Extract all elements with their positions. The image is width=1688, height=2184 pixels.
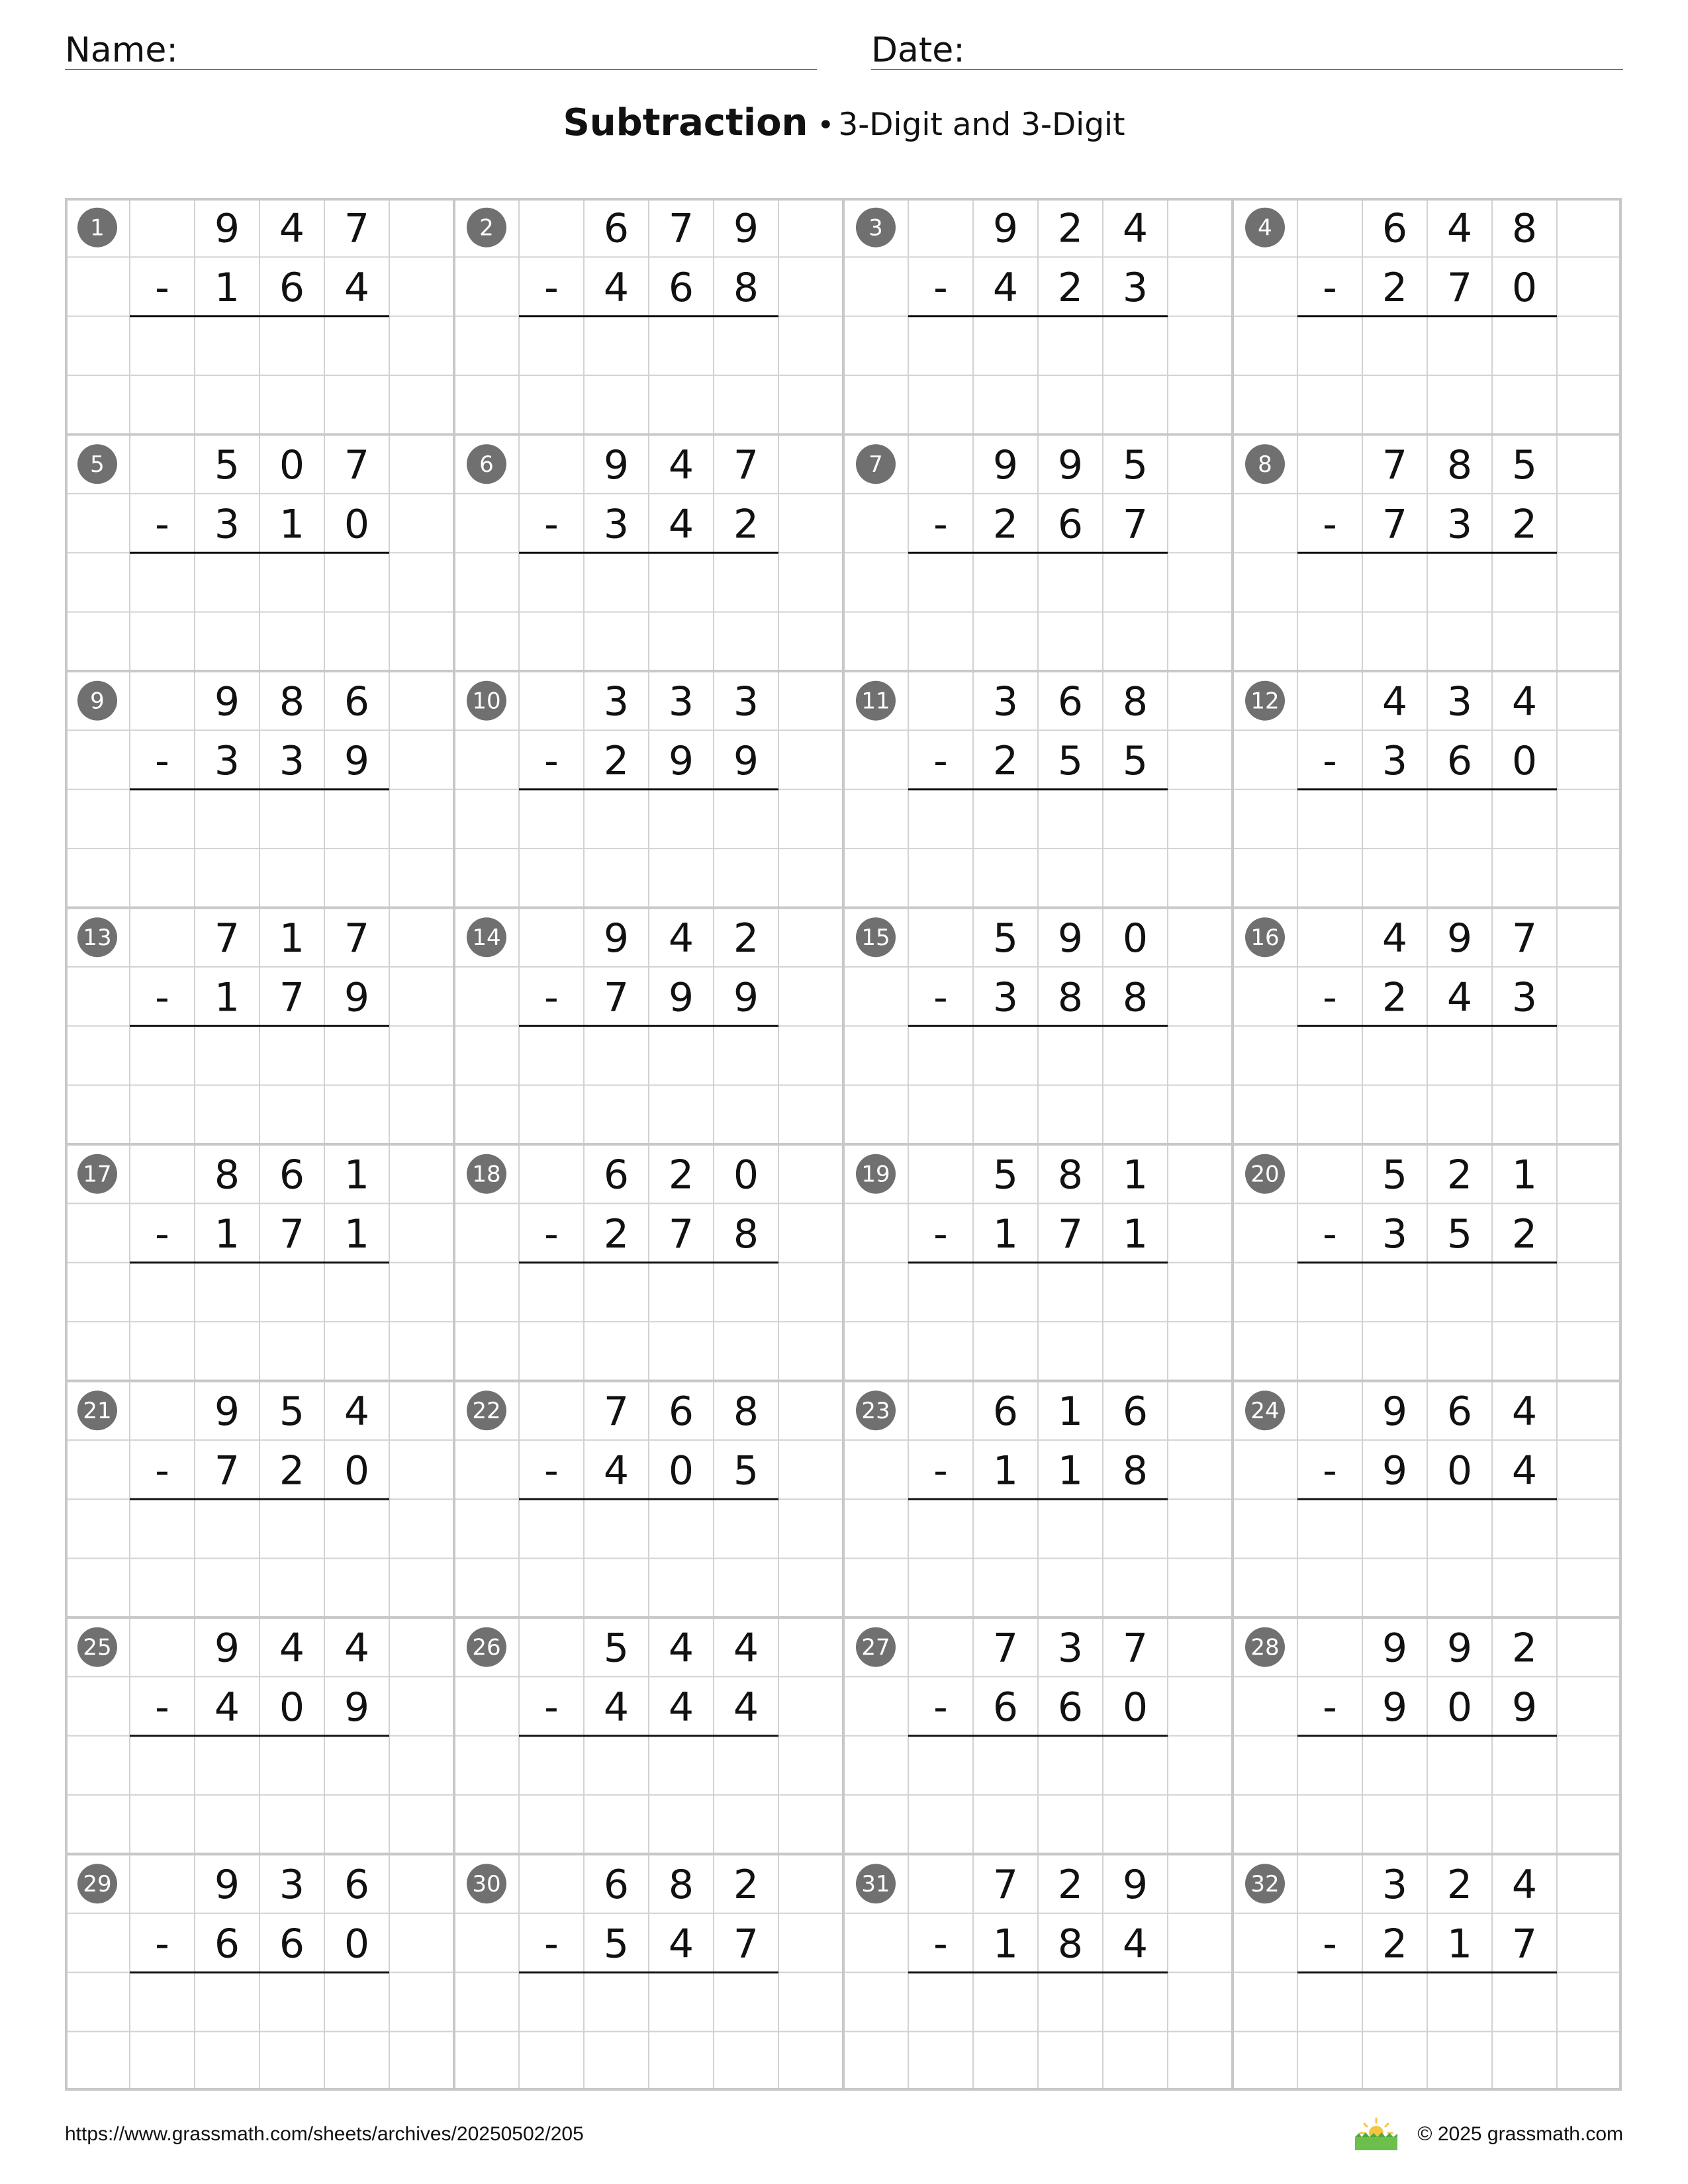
subtrahend-digit: 3	[214, 738, 240, 785]
minuend-digit: 2	[1446, 1152, 1473, 1199]
minuend-digit: 9	[214, 205, 240, 252]
minus-sign: -	[933, 1211, 948, 1258]
worksheet-title	[0, 101, 1688, 144]
grassmath-sun-logo-icon	[1352, 2116, 1400, 2153]
problem-number: 1	[90, 214, 105, 242]
minuend-digit: 6	[1122, 1388, 1149, 1435]
minus-sign: -	[933, 738, 948, 785]
subtrahend-digit: 2	[1511, 1211, 1538, 1258]
subtrahend-digit: 4	[668, 1684, 694, 1731]
problem-number: 5	[90, 451, 105, 478]
name-field[interactable]	[65, 25, 817, 70]
minuend-digit: 2	[1511, 1625, 1538, 1672]
subtrahend-digit: 6	[1446, 738, 1473, 785]
date-field[interactable]	[871, 25, 1623, 70]
subtrahend-digit: 5	[1057, 738, 1084, 785]
problem-grid-svg	[65, 198, 1622, 2091]
minuend-digit: 9	[1382, 1388, 1408, 1435]
subtrahend-digit: 9	[1511, 1684, 1538, 1731]
subtrahend-digit: 0	[1446, 1447, 1473, 1494]
subtrahend-digit: 2	[1382, 974, 1408, 1021]
subtrahend-digit: 0	[1511, 738, 1538, 785]
minus-sign: -	[155, 1447, 169, 1494]
subtrahend-digit: 3	[1446, 501, 1473, 548]
problem-number: 18	[472, 1161, 501, 1188]
minuend-digit: 7	[603, 1388, 630, 1435]
problem-number: 16	[1250, 925, 1280, 952]
subtrahend-digit: 9	[344, 1684, 370, 1731]
minuend-digit: 6	[1057, 678, 1084, 725]
subtrahend-digit: 0	[344, 1447, 370, 1494]
footer-copyright: © 2025 grassmath.com	[1417, 2123, 1623, 2145]
problem-number: 30	[472, 1871, 501, 1898]
minuend-digit: 5	[1382, 1152, 1408, 1199]
minus-sign: -	[933, 265, 948, 312]
minuend-digit: 4	[279, 1625, 305, 1672]
minuend-digit: 9	[1446, 915, 1473, 962]
minuend-digit: 4	[1446, 205, 1473, 252]
problem-number: 29	[83, 1871, 112, 1898]
subtrahend-digit: 8	[733, 1211, 759, 1258]
problem-number: 22	[472, 1398, 501, 1425]
minuend-digit: 4	[733, 1625, 759, 1672]
minuend-digit: 5	[603, 1625, 630, 1672]
minuend-digit: 6	[344, 678, 370, 725]
minus-sign: -	[1323, 501, 1337, 548]
minuend-digit: 7	[1511, 915, 1538, 962]
subtrahend-digit: 1	[214, 974, 240, 1021]
subtrahend-digit: 3	[992, 974, 1019, 1021]
minuend-digit: 4	[279, 205, 305, 252]
problem-number: 27	[861, 1634, 890, 1661]
minuend-digit: 4	[1382, 915, 1408, 962]
subtrahend-digit: 4	[668, 1921, 694, 1968]
subtrahend-digit: 4	[344, 265, 370, 312]
subtrahend-digit: 2	[992, 738, 1019, 785]
minuend-digit: 2	[1057, 205, 1084, 252]
subtrahend-digit: 2	[1057, 265, 1084, 312]
subtrahend-digit: 6	[668, 265, 694, 312]
problem-number: 26	[472, 1634, 501, 1661]
problem-number: 7	[868, 451, 883, 478]
subtrahend-digit: 4	[603, 1447, 630, 1494]
subtrahend-digit: 6	[279, 1921, 305, 1968]
problem-number: 4	[1258, 214, 1272, 242]
subtrahend-digit: 2	[733, 501, 759, 548]
minuend-digit: 4	[668, 442, 694, 489]
minus-sign: -	[933, 1447, 948, 1494]
subtrahend-digit: 1	[1446, 1921, 1473, 1968]
title-subtitle: 3-Digit and 3-Digit	[838, 107, 1125, 143]
minuend-digit: 8	[733, 1388, 759, 1435]
minuend-digit: 6	[992, 1388, 1019, 1435]
subtrahend-digit: 5	[603, 1921, 630, 1968]
minuend-digit: 3	[279, 1862, 305, 1909]
subtrahend-digit: 2	[992, 501, 1019, 548]
minuend-digit: 2	[1446, 1862, 1473, 1909]
problem-number: 8	[1258, 451, 1272, 478]
problem-number: 20	[1250, 1161, 1280, 1188]
minus-sign: -	[155, 1211, 169, 1258]
problem-grid	[65, 198, 1622, 2091]
subtrahend-digit: 9	[344, 974, 370, 1021]
problem-number: 23	[861, 1398, 890, 1425]
minuend-digit: 7	[1122, 1625, 1149, 1672]
problem-number: 12	[1250, 688, 1280, 715]
minuend-digit: 9	[1057, 442, 1084, 489]
problem-number: 9	[90, 688, 105, 715]
subtrahend-digit: 4	[668, 501, 694, 548]
subtrahend-digit: 7	[603, 974, 630, 1021]
minuend-digit: 9	[214, 1388, 240, 1435]
minuend-digit: 9	[992, 205, 1019, 252]
subtrahend-digit: 7	[279, 974, 305, 1021]
problem-number: 24	[1250, 1398, 1280, 1425]
minuend-digit: 4	[668, 915, 694, 962]
subtrahend-digit: 2	[603, 1211, 630, 1258]
minuend-digit: 7	[992, 1862, 1019, 1909]
minuend-digit: 7	[733, 442, 759, 489]
subtrahend-digit: 7	[1122, 501, 1149, 548]
subtrahend-digit: 6	[279, 265, 305, 312]
subtrahend-digit: 9	[1382, 1447, 1408, 1494]
minuend-digit: 9	[992, 442, 1019, 489]
minus-sign: -	[1323, 1684, 1337, 1731]
minus-sign: -	[933, 1684, 948, 1731]
subtrahend-digit: 2	[279, 1447, 305, 1494]
minuend-digit: 6	[603, 1862, 630, 1909]
minuend-digit: 6	[603, 1152, 630, 1199]
minus-sign: -	[155, 501, 169, 548]
title-main: Subtraction	[563, 101, 808, 144]
minus-sign: -	[933, 501, 948, 548]
minuend-digit: 0	[1122, 915, 1149, 962]
subtrahend-digit: 4	[603, 265, 630, 312]
minuend-digit: 4	[344, 1625, 370, 1672]
subtrahend-digit: 4	[1446, 974, 1473, 1021]
minus-sign: -	[1323, 1211, 1337, 1258]
problem-number: 21	[83, 1398, 112, 1425]
subtrahend-digit: 1	[344, 1211, 370, 1258]
minus-sign: -	[1323, 738, 1337, 785]
subtrahend-digit: 1	[992, 1447, 1019, 1494]
subtrahend-digit: 3	[1122, 265, 1149, 312]
subtrahend-digit: 6	[1057, 501, 1084, 548]
minuend-digit: 9	[1382, 1625, 1408, 1672]
subtrahend-digit: 0	[668, 1447, 694, 1494]
subtrahend-digit: 4	[603, 1684, 630, 1731]
minuend-digit: 7	[668, 205, 694, 252]
minuend-digit: 5	[992, 915, 1019, 962]
subtrahend-digit: 2	[1511, 501, 1538, 548]
minuend-digit: 3	[603, 678, 630, 725]
subtrahend-digit: 9	[668, 974, 694, 1021]
subtrahend-digit: 5	[1122, 738, 1149, 785]
minuend-digit: 3	[668, 678, 694, 725]
minus-sign: -	[155, 1684, 169, 1731]
problem-number: 11	[861, 688, 890, 715]
subtrahend-digit: 4	[733, 1684, 759, 1731]
subtrahend-digit: 8	[733, 265, 759, 312]
minuend-digit: 9	[603, 915, 630, 962]
subtrahend-digit: 4	[1122, 1921, 1149, 1968]
minuend-digit: 5	[1511, 442, 1538, 489]
problem-number: 15	[861, 925, 890, 952]
minuend-digit: 0	[279, 442, 305, 489]
minuend-digit: 6	[603, 205, 630, 252]
subtrahend-digit: 0	[279, 1684, 305, 1731]
problem-number: 31	[861, 1871, 890, 1898]
subtrahend-digit: 4	[1511, 1447, 1538, 1494]
minuend-digit: 3	[992, 678, 1019, 725]
minuend-digit: 6	[279, 1152, 305, 1199]
problem-number: 17	[83, 1161, 112, 1188]
problem-number: 32	[1250, 1871, 1280, 1898]
subtrahend-digit: 5	[733, 1447, 759, 1494]
subtrahend-digit: 1	[1122, 1211, 1149, 1258]
minuend-digit: 9	[214, 1625, 240, 1672]
minuend-digit: 1	[1511, 1152, 1538, 1199]
subtrahend-digit: 7	[1511, 1921, 1538, 1968]
minuend-digit: 5	[1122, 442, 1149, 489]
subtrahend-digit: 6	[1057, 1684, 1084, 1731]
minuend-digit: 9	[1122, 1862, 1149, 1909]
minuend-digit: 3	[1382, 1862, 1408, 1909]
footer-brand	[1352, 2115, 1623, 2154]
minus-sign: -	[1323, 974, 1337, 1021]
subtrahend-digit: 1	[1057, 1447, 1084, 1494]
minuend-digit: 4	[1122, 205, 1149, 252]
subtrahend-digit: 3	[279, 738, 305, 785]
minuend-digit: 7	[344, 442, 370, 489]
minuend-digit: 3	[1446, 678, 1473, 725]
subtrahend-digit: 1	[214, 1211, 240, 1258]
minus-sign: -	[155, 265, 169, 312]
minus-sign: -	[544, 501, 559, 548]
subtrahend-digit: 2	[1382, 265, 1408, 312]
minus-sign: -	[155, 974, 169, 1021]
minuend-digit: 8	[214, 1152, 240, 1199]
subtrahend-digit: 7	[279, 1211, 305, 1258]
problem-number: 2	[479, 214, 494, 242]
problem-number: 13	[83, 925, 112, 952]
minuend-digit: 7	[344, 205, 370, 252]
minuend-digit: 4	[668, 1625, 694, 1672]
minuend-digit: 0	[733, 1152, 759, 1199]
subtrahend-digit: 6	[992, 1684, 1019, 1731]
date-label: Date:	[871, 30, 965, 70]
minuend-digit: 2	[733, 915, 759, 962]
minuend-digit: 6	[668, 1388, 694, 1435]
minuend-digit: 8	[279, 678, 305, 725]
minuend-digit: 2	[1057, 1862, 1084, 1909]
subtrahend-digit: 0	[344, 1921, 370, 1968]
subtrahend-digit: 8	[1122, 974, 1149, 1021]
subtrahend-digit: 1	[214, 265, 240, 312]
minus-sign: -	[933, 1921, 948, 1968]
subtrahend-digit: 5	[1446, 1211, 1473, 1258]
subtrahend-digit: 9	[1382, 1684, 1408, 1731]
subtrahend-digit: 7	[214, 1447, 240, 1494]
minuend-digit: 7	[214, 915, 240, 962]
minuend-digit: 2	[668, 1152, 694, 1199]
subtrahend-digit: 3	[1511, 974, 1538, 1021]
subtrahend-digit: 7	[1446, 265, 1473, 312]
subtrahend-digit: 9	[668, 738, 694, 785]
problem-number: 6	[479, 451, 494, 478]
subtrahend-digit: 3	[603, 501, 630, 548]
minuend-digit: 1	[1122, 1152, 1149, 1199]
subtrahend-digit: 3	[214, 501, 240, 548]
minuend-digit: 7	[992, 1625, 1019, 1672]
name-label: Name:	[65, 30, 178, 70]
subtrahend-digit: 9	[733, 738, 759, 785]
minuend-digit: 8	[1511, 205, 1538, 252]
subtrahend-digit: 0	[344, 501, 370, 548]
minuend-digit: 3	[1057, 1625, 1084, 1672]
subtrahend-digit: 7	[1382, 501, 1408, 548]
subtrahend-digit: 4	[992, 265, 1019, 312]
minuend-digit: 7	[344, 915, 370, 962]
subtrahend-digit: 8	[1057, 974, 1084, 1021]
minus-sign: -	[544, 265, 559, 312]
problem-number: 19	[861, 1161, 890, 1188]
minuend-digit: 1	[1057, 1388, 1084, 1435]
minuend-digit: 6	[1382, 205, 1408, 252]
minuend-digit: 9	[603, 442, 630, 489]
subtrahend-digit: 8	[1122, 1447, 1149, 1494]
minuend-digit: 5	[992, 1152, 1019, 1199]
subtrahend-digit: 3	[1382, 1211, 1408, 1258]
minuend-digit: 8	[1057, 1152, 1084, 1199]
minuend-digit: 8	[1122, 678, 1149, 725]
minuend-digit: 2	[733, 1862, 759, 1909]
minus-sign: -	[155, 738, 169, 785]
subtrahend-digit: 4	[214, 1684, 240, 1731]
minuend-digit: 9	[733, 205, 759, 252]
minuend-digit: 9	[214, 678, 240, 725]
minuend-digit: 4	[1511, 1388, 1538, 1435]
minus-sign: -	[544, 1211, 559, 1258]
footer-url: https://www.grassmath.com/sheets/archives/20250502/205	[65, 2123, 584, 2145]
minus-sign: -	[155, 1921, 169, 1968]
subtrahend-digit: 1	[992, 1211, 1019, 1258]
problem-number: 25	[83, 1634, 112, 1661]
minus-sign: -	[1323, 1447, 1337, 1494]
minuend-digit: 4	[1511, 1862, 1538, 1909]
minus-sign: -	[544, 1921, 559, 1968]
minuend-digit: 6	[344, 1862, 370, 1909]
minuend-digit: 7	[1382, 442, 1408, 489]
subtrahend-digit: 0	[1122, 1684, 1149, 1731]
minuend-digit: 8	[668, 1862, 694, 1909]
problem-number: 28	[1250, 1634, 1280, 1661]
subtrahend-digit: 9	[344, 738, 370, 785]
subtrahend-digit: 8	[1057, 1921, 1084, 1968]
minuend-digit: 5	[214, 442, 240, 489]
minuend-digit: 4	[1511, 678, 1538, 725]
minus-sign: -	[544, 974, 559, 1021]
minuend-digit: 8	[1446, 442, 1473, 489]
subtrahend-digit: 3	[1382, 738, 1408, 785]
minuend-digit: 1	[344, 1152, 370, 1199]
problem-number: 3	[868, 214, 883, 242]
minus-sign: -	[1323, 1921, 1337, 1968]
minuend-digit: 5	[279, 1388, 305, 1435]
subtrahend-digit: 2	[603, 738, 630, 785]
minuend-digit: 4	[1382, 678, 1408, 725]
minuend-digit: 3	[733, 678, 759, 725]
minuend-digit: 4	[344, 1388, 370, 1435]
minus-sign: -	[544, 1684, 559, 1731]
subtrahend-digit: 7	[668, 1211, 694, 1258]
subtrahend-digit: 7	[1057, 1211, 1084, 1258]
minus-sign: -	[1323, 265, 1337, 312]
subtrahend-digit: 0	[1511, 265, 1538, 312]
problem-number: 14	[472, 925, 501, 952]
subtrahend-digit: 2	[1382, 1921, 1408, 1968]
minus-sign: -	[544, 1447, 559, 1494]
title-separator: •	[817, 109, 835, 142]
subtrahend-digit: 6	[214, 1921, 240, 1968]
minus-sign: -	[933, 974, 948, 1021]
minuend-digit: 6	[1446, 1388, 1473, 1435]
problem-number: 10	[472, 688, 501, 715]
subtrahend-digit: 7	[733, 1921, 759, 1968]
subtrahend-digit: 1	[279, 501, 305, 548]
subtrahend-digit: 0	[1446, 1684, 1473, 1731]
minuend-digit: 9	[1446, 1625, 1473, 1672]
minus-sign: -	[544, 738, 559, 785]
subtrahend-digit: 1	[992, 1921, 1019, 1968]
minuend-digit: 9	[214, 1862, 240, 1909]
subtrahend-digit: 9	[733, 974, 759, 1021]
minuend-digit: 9	[1057, 915, 1084, 962]
minuend-digit: 1	[279, 915, 305, 962]
